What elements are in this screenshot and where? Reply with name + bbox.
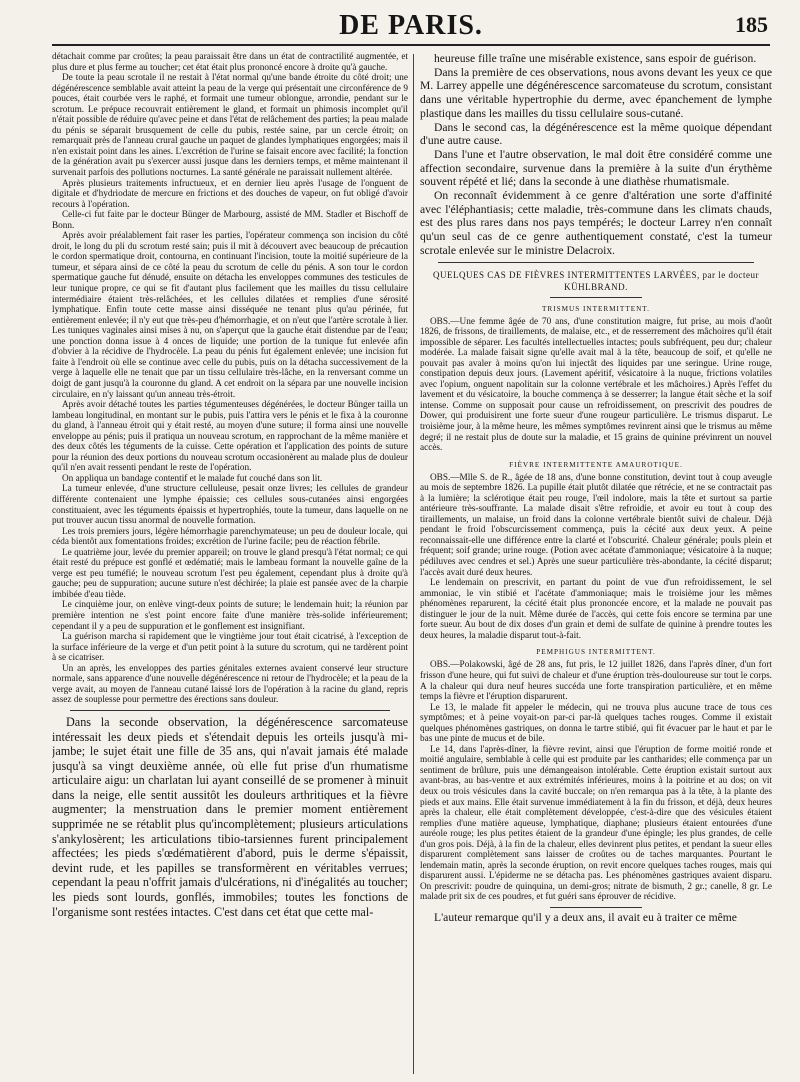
page-number: 185: [735, 12, 768, 37]
commentary-paragraph: L'auteur remarque qu'il y a deux ans, il avait eu à traiter ce même: [434, 910, 737, 924]
page-header: [52, 10, 770, 46]
observation-paragraph: OBS.—Une femme âgée de 70 ans, d'une constitution maigre, fut prise, au mois d'août 1826, de frissons, de tiraillements, de malaise, etc., et de resserrement des mâchoires qu'il était impossible de séparer. Les facultés intellectuelles intactes; pouls subfréquent, peu dur; chaleur modérée. La malade faisait signe qu'elle avait mal à la tête, beaucoup de soif, et qu'elle ne pouvait pas avaler à moins qu'on lui injectât des liquides par une seringue. Urine rouge, constipation depuis deux jours. (Lavement apéritif, vésicatoire à la nuque, frictions volatiles avec l'opium, onguent napolitain sur la colonne vertébrale et les mâchoires.) Après l'effet du lavement et du vésicatoire, la bouche commença à se desserrer; la langue était sèche et la soif intense. Comme on supposait pour cause un refroidissement, on prescrivit des poudres de Dower, qui produisirent une forte sueur d'une rougeur particulière. Le trismus disparut. Le troisième jour, à la même heure, les mêmes symptômes revinrent ainsi que le trismus au même degré; il ne restait plus de doute sur la maladie, et 15 grains de quinine prévinrent un nouvel accès.: [420, 316, 772, 454]
observation-paragraph: Le 13, le malade fit appeler le médecin, qui ne trouva plus aucune trace de tous ces symptômes; et à peine voyait-on par-ci par-là quelques taches rouges. Comme il existait quelques phénomènes gastriques, on donna le tartre stibié, qui fit évacuer par le haut et par le bas une pinte de mucus et de bile.: [420, 702, 772, 745]
title-rule: [550, 297, 642, 298]
commentary-paragraph: Dans la première de ces observations, nous avons devant les yeux ce que M. Larrey appelle une dégénérescence sarcomateuse du scrotum, consistant dans une véritable hypertrophie du derme, avec épanchement de lymphe plastique dans les mailles du tissu cellulaire sous-cutané.: [420, 65, 772, 120]
paragraph: De toute la peau scrotale il ne restait à l'état normal qu'une bande étroite du côté droit; une dégénérescence semblable avait atteint la peau de la verge qui présentait une circonférence de 9 pouces, était courbée vers le raphé, et formait une tumeur oblongue, arrondie, pendant sur le scrotum. Le prépuce recouvrait entièrement le gland, et formait un phimosis incomplet qu'il n'était possible de réduire qu'avec peine et dans l'état de relâchement des parties; la peau malade du pénis se séparait brusquement de celle du pubis, restée saine, par un cercle étroit; on remarquait près de l'anneau crural gauche un paquet de glandes lymphatiques engorgées; mais il n'en existait point dans les aines. L'excrétion de l'urine se faisait encore avec facilité; la fonction de la génération avait pu s'exercer aussi jusque dans les derniers temps, et même maintenant il survenait parfois des pollutions nocturnes. La santé générale ne paraissait nullement altérée.: [52, 73, 408, 179]
paragraph: Après plusieurs traitements infructueux, et en dernier lieu après l'usage de l'onguent de digitale et d'hydriodate de mercure en frictions et des douches de vapeur, on fut obligé d'avoir recours à l'opération.: [52, 178, 408, 210]
running-title: DE PARIS.: [339, 10, 483, 41]
column-divider: [413, 54, 414, 1074]
paragraph: Le cinquième jour, on enlève vingt-deux points de suture; le lendemain huit; la réunion par première intention ne s'est point encore faite d'une manière très-solide inférieurement; cependant il y a peu de suppuration et le gonflement est insignifiant.: [52, 600, 408, 632]
observation-paragraph: OBS.—Polakowski, âgé de 28 ans, fut pris, le 12 juillet 1826, dans l'après dîner, d'un fort frisson d'une heure, qui fut suivi de chaleur et d'une éruption très-douloureuse sur tout le corps. A la chaleur qui dura neuf heures succéda une forte transpiration particulière, et en même temps la fièvre et l'éruption disparurent.: [420, 660, 772, 703]
paragraph: Le quatrième jour, levée du premier appareil; on trouve le gland presqu'à l'état normal; ce qui était resté du prépuce est gonflé et œdématié; mais le lambeau formant la nouvelle gaîne de la verge est peu tuméfié; le nouveau scrotum l'est peu également, cependant plus à droite qu'à gauche; peu de suppuration; aucune suture n'est déchirée; la plaie est pansée avec de la charpie imbibée d'eau tiède.: [52, 547, 408, 600]
paragraph: Un an après, les enveloppes des parties génitales externes avaient conservé leur structure normale, sans apparence d'une nouvelle dégénérescence ni retour de l'hydrocèle; et la peau de la verge avait, au moyen de l'anneau cutané laissé lors de l'opération à la racine du gland, repris assez de souplesse pour permettre des érections sans douleur.: [52, 663, 408, 706]
paragraph: La guérison marcha si rapidement que le vingtième jour tout était cicatrisé, à l'exception de la surface inférieure de la verge et d'un petit point à la suture du scrotum, qui ne tardèrent point à se cicatriser.: [52, 632, 408, 664]
commentary-paragraph: Dans la seconde observation, la dégénérescence sarcomateuse intéressait les deux pieds et s'étendait depuis les orteils jusqu'à mi-jambe; le sujet était une fille de 35 ans, qui n'avait jamais été malade jusqu'à sa vingt deuxième année, où elle fut prise d'un rhumatisme articulaire aigu: un charlatan lui ayant conseillé de se promener à minuit dans la neige, elle sentit aussitôt les douleurs arthritiques et la fièvre augmenter; la menstruation dans le premier moment entièrement supprimée ne se rétablit plus qu'incomplètement; plusieurs articulations s'ankylosèrent; les articulations tibio-tarsiennes furent principalement affectées; les pieds s'œdématièrent d'abord, puis le derme s'épaissit, devint rude, et les papilles se transformèrent en véritables verrues; cependant la peau n'offrit jamais d'ulcérations, ni d'inégalités au toucher; les pieds sont lourds, gonflés, immobiles; toutes les fonctions de l'organisme sont restées intactes. C'est dans cet état que cette mal-: [52, 714, 408, 919]
paragraph: Celle-ci fut faite par le docteur Bünger de Marbourg, assisté de MM. Stadler et Bischoff de Bonn.: [52, 210, 408, 231]
subsection-title: TRISMUS INTERMITTENT.: [542, 304, 650, 313]
paragraph: Les trois premiers jours, légère hémorrhagie parenchymateuse; un peu de douleur locale, qui céda bientôt aux fomentations froides; excrétion de l'urine facile; peu de réaction fébrile.: [52, 526, 408, 548]
paragraph: détachait comme par croûtes; la peau paraissait être dans un état de contractilité augmentée, et plus dure et plus ferme au toucher; cet état était plus prononcé encore à droite qu'à gauche.: [52, 52, 408, 73]
subsection-title: PEMPHIGUS INTERMITTENT.: [536, 648, 656, 657]
section-rule: [70, 710, 390, 711]
paragraph: On appliqua un bandage contentif et le malade fut couché dans son lit.: [62, 473, 323, 484]
section-rule: [550, 907, 642, 908]
paragraph: La tumeur enlevée, d'une structure celluleuse, pesait onze livres; les cellules de grandeur différente contenaient une lymphe épaissie; ces cellules sous-cutanées ainsi engorgées constituaient, avec les téguments épaissis et hypertrophiés, toute la tumeur, dans laquelle on ne put trouver aucun tissu anormal de nouvelle formation.: [52, 484, 408, 527]
commentary-paragraph: Dans l'une et l'autre observation, le mal doit être considéré comme une affection secondaire, survenue dans la première à la suite d'un érythème souvent répété et lié; dans la seconde à une diathèse rhumatismale.: [420, 147, 772, 189]
left-column: [52, 52, 408, 1078]
section-rule: [438, 262, 754, 263]
commentary-paragraph: On reconnaît évidemment à ce genre d'altération une sorte d'affinité avec l'éléphantiasis; cette maladie, très-commune dans les climats chauds, est des plus rares dans nos pays tempérés; le docteur Larrey n'en connaît qu'un seul cas de ce genre authentiquement constaté, c'est la tumeur scrotale enlevée sur le ministre Delacroix.: [420, 189, 772, 257]
commentary-paragraph: heureuse fille traîne une misérable existence, sans espoir de guérison.: [434, 52, 757, 65]
commentary-paragraph: Dans le second cas, la dégénérescence est la même quoique dépendant d'une autre cause.: [420, 120, 772, 148]
paragraph: Après avoir détaché toutes les parties tégumenteuses dégénérées, le docteur Bünger tailla un lambeau longitudinal, en montant sur le pubis, puis l'attira vers le pénis et le fixa à la couronne du gland, à l'anneau étroit qui y était resté, au moyen d'une suture; il forma ainsi une nouvelle enveloppe au pénis; puis il pratiqua un nouveau scrotum, en rapprochant de la même manière et des deux côtés les téguments de la cuisse. Cette opération et l'application des points de suture pour la réunion des deux portions du nouveau scrotum occasionèrent au malade plus de douleur qu'il n'en avait ressenti pendant le reste de l'opération.: [52, 400, 408, 474]
paragraph: Après avoir préalablement fait raser les parties, l'opérateur commença son incision du côté droit, le long du pli du scrotum resté sain; puis il mit à découvert avec beaucoup de précaution le cordon spermatique droit, contourna, en continuant l'incision, toute la moitié supérieure de la tumeur, et sépara ainsi de ce côté la peau du scrotum de celle du pénis. A son tour le cordon spermatique gauche fut dénudé, ensuite on détacha les enveloppes communes des testicules de leur tunique propre, ce qui se fit d'autant plus facilement que les mailles du tissu cellulaire intermédiaire étaient très-relâchées, et les cellules dilatées et remplies d'une sérosité lymphatique. Enfin toute cette masse ainsi disséquée ne tenant plus qu'au périnée, fut entièrement enlevée; il n'y eut que très-peu d'hémorrhagie, et on n'eut que l'artère scrotale à lier. Les tuniques vaginales ainsi mises à nu, on s'aperçut que la gauche était distendue par de l'eau; une ponction donna issue à 4 onces de liquide; une portion de la tunique fut enlevée afin d'obvier à la récidive de l'hydrocèle. La peau du pénis fut également enlevée; une incision fut faite à l'endroit où elle se continue avec celle du pubis, puis on la détacha successivement de la verge à laquelle elle ne tenait que par un tissu cellulaire très-lâche, en la renversant comme un doigt de gant jusqu'à la couronne du gland. A cet endroit on la sépara par une nouvelle incision circulaire, en n'y laissant qu'un anneau très-étroit.: [52, 231, 408, 400]
right-column: [420, 52, 772, 1078]
article-title: QUELQUES CAS DE FIÈVRES INTERMITTENTES LARVÉES, par le docteur KÜHLBRAND.: [433, 269, 759, 292]
observation-paragraph: Le lendemain on prescrivit, en partant du point de vue d'un refroidissement, le sel ammoniac, le vin stibié et l'acétate d'ammoniaque; mais le troisième jour les mêmes phénomènes reparurent, la cécité était plus prononcée encore, et la malade ne pouvait pas distinguer le jour de la nuit. Même durée de l'accès, qui cette fois encore se termina par une forte sueur. Au bout de dix doses d'un grain et demi de sulfate de quinine à prendre toutes les deux heures, la maladie disparut tout-à-fait.: [420, 578, 772, 641]
observation-paragraph: Le 14, dans l'après-dîner, la fièvre revint, ainsi que l'éruption de forme moitié ronde et moitié angulaire, semblable à celle qui est produite par les cantharides; elle commença par un sentiment de brûlure, puis une démangeaison intolérable. Cette éruption existait surtout aux avant-bras, au bas-ventre et aux extrémités inférieures, moins à la poitrine et au dos; on vit deux ou trois vésicules dans la cavité buccale; on n'en remarqua pas à la tête, à la plante des pieds et aux mains. Elle était survenue immédiatement à la fin du frisson, et déjà, deux heures après la chaleur, elle était complètement développée, c'est-à-dire que des vésicules étaient remplies d'une matière aqueuse, lymphatique, diaphane; plusieurs étaient entourées d'une auréole rouge; les plus petites étaient de la grandeur d'une épingle; les plus grandes, de celle d'un gros pois. Déjà, à la fin de la chaleur, elles devinrent plus petites, et pendant la sueur elles disparurent complètement sans laisser de croûtes ou de taches marquantes. Pourtant le lendemain matin, après la seconde éruption, on revit encore quelques taches rouges, mais qui disparurent aussi. L'épiderme ne se détacha pas. Les phénomènes gastriques avaient disparu. On prescrivit: poudre de quinquina, un demi-gros; nitrate de bismuth, 2 gr.; canelle, 8 gr. Le malade prit six de ces poudres, et fut guéri sans éprouver de récidive.: [420, 744, 772, 903]
observation-paragraph: OBS.—Mlle S. de R., âgée de 18 ans, d'une bonne constitution, devint tout à coup aveugle au mois de septembre 1826. La pupille était plutôt dilatée que rétrécie, et ne se contractait pas à la lumière; la sclérotique était peu rouge, l'œil indolore, mais la tête et surtout sa partie antérieure très-souffrante. La malade disait s'être refroidie, et avoir eu tout à coup des tiraillements, un malaise, un froid dans la colonne vertébrale bientôt suivi de chaleur. Déjà pendant le froid l'obscurcissement commença, puis la cécité aux deux yeux. A peine reconnaissait-elle une différence entre la clarté et l'obscurité. Chaleur générale; pouls plein et fréquent; soif grande; urine rouge. (Potion avec acétate d'ammoniaque; vésicatoire à la nuque; pédiluves avec cendres et sel.) Après une sueur particulière très-abondante, la cécité disparut; l'accès avait duré deux heures.: [420, 472, 772, 578]
subsection-title: FIÈVRE INTERMITTENTE AMAUROTIQUE.: [509, 460, 683, 469]
